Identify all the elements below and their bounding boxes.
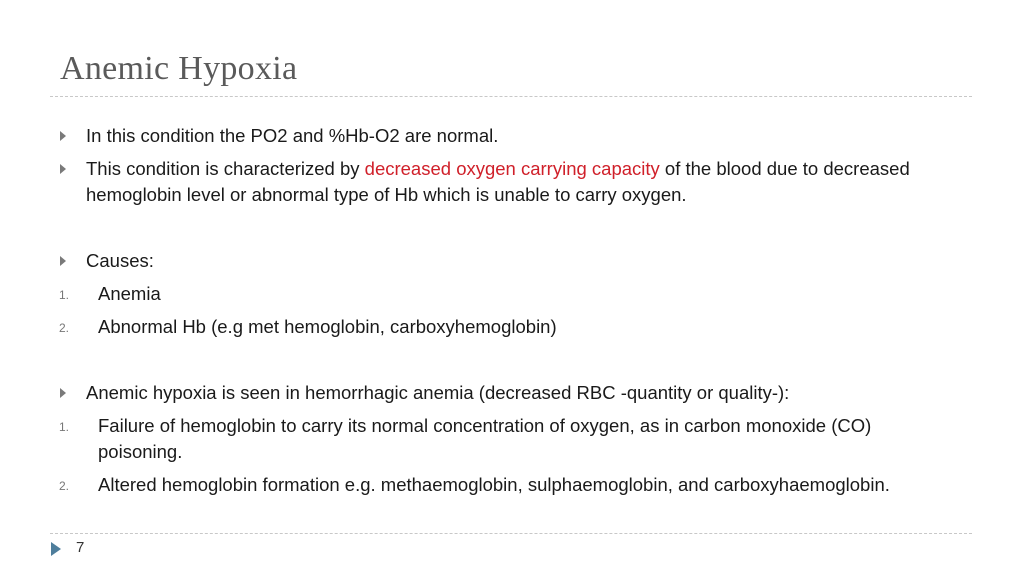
bullet-arrow-icon xyxy=(60,131,66,141)
title-divider xyxy=(50,96,972,97)
list-number: 2. xyxy=(59,321,70,335)
bullet-text-part: This condition is characterized by xyxy=(86,158,365,179)
list-item: Failure of hemoglobin to carry its normal concentration of oxygen, as in carbon monoxide (CO) xyxy=(98,415,872,436)
page-number: 7 xyxy=(76,539,85,556)
slide-title: Anemic Hypoxia xyxy=(60,50,298,87)
list-item-continuation: poisoning. xyxy=(98,441,183,462)
bullet-text-part: of the blood due to decreased xyxy=(659,158,910,179)
bullet-text: In this condition the PO2 and %Hb-O2 are normal. xyxy=(86,125,499,146)
list-number: 1. xyxy=(59,420,70,434)
bullet-arrow-icon xyxy=(60,164,66,174)
bullet-text xyxy=(86,156,910,182)
highlighted-phrase: decreased oxygen carrying capacity xyxy=(364,158,660,179)
bullet-text-continuation: hemoglobin level or abnormal type of Hb which is unable to carry oxygen. xyxy=(86,184,687,205)
bullet-arrow-icon xyxy=(60,388,66,398)
list-item: Altered hemoglobin formation e.g. methaemoglobin, sulphaemoglobin, and carboxyhaemoglobin. xyxy=(98,474,890,495)
bullet-arrow-icon xyxy=(60,256,66,266)
bullet-text: Anemic hypoxia is seen in hemorrhagic anemia (decreased RBC -quantity or quality-): xyxy=(86,382,790,403)
footer-arrow-icon xyxy=(51,542,61,556)
list-item: Anemia xyxy=(98,283,161,304)
list-item: Abnormal Hb (e.g met hemoglobin, carboxyhemoglobin) xyxy=(98,316,557,337)
causes-heading: Causes: xyxy=(86,250,154,271)
list-number: 1. xyxy=(59,288,70,302)
list-number: 2. xyxy=(59,479,70,493)
footer-divider xyxy=(50,533,972,534)
